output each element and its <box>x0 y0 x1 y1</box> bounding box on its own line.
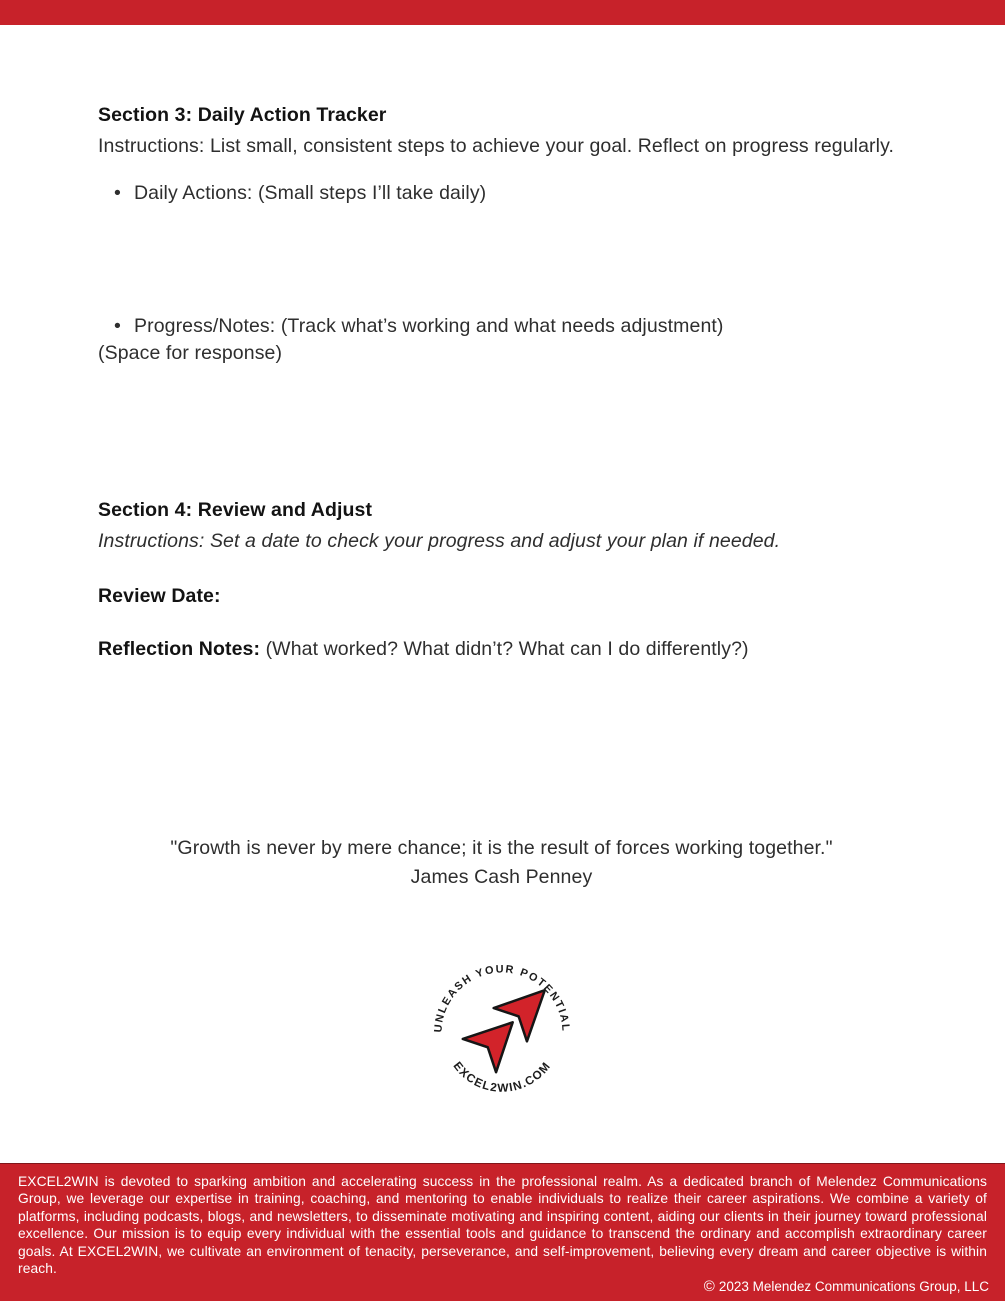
reflection-notes-hint: (What worked? What didn’t? What can I do differently?) <box>265 638 749 660</box>
reflection-notes-label: Reflection Notes: <box>98 638 261 660</box>
section3-instructions: Instructions: List small, consistent steps to achieve your goal. Reflect on progress regularly. <box>98 135 895 157</box>
review-date-label: Review Date: <box>98 585 221 607</box>
brand-logo <box>98 949 905 1122</box>
svg-text:EXCEL2WIN.COM <box>450 1059 553 1095</box>
footer <box>0 1163 1005 1301</box>
quote-author: James Cash Penney <box>410 866 593 888</box>
footer-about-text: EXCEL2WIN is devoted to sparking ambition and accelerating success in the professional realm. As a dedicated branch of Melendez Communications Group, we leverage our expertise in training, coaching, and mentoring to enable individuals to realize their career aspirations. We combine a variety of platforms, including podcasts, blogs, and newsletters, to disseminate motivating and inspiring content, aiding our clients in their journey toward professional excellence. Our mission is to equip every individual with the essential tools and guidance to transcend the ordinary and accomplish extraordinary career goals. At EXCEL2WIN, we cultivate an environment of tenacity, perseverance, and self-improvement, believing every dream and career objective is within reach. <box>18 1174 987 1277</box>
bullet-icon: • <box>114 182 121 204</box>
bullet-daily-actions-text: Daily Actions: (Small steps I’ll take daily) <box>134 182 487 204</box>
top-accent-bar <box>0 0 1005 25</box>
excel2win-logo-icon <box>418 949 586 1117</box>
footer-copyright <box>704 1278 989 1295</box>
bullet-progress-notes <box>114 313 905 340</box>
bullet-daily-actions <box>114 180 905 207</box>
svg-text:UNLEASH YOUR POTENTIAL <box>432 963 571 1032</box>
space-for-response-note: (Space for response) <box>98 342 283 364</box>
quote-text: "Growth is never by mere chance; it is the result of forces working together." <box>170 837 833 859</box>
logo-arc-top-text: UNLEASH YOUR POTENTIAL <box>431 963 572 1033</box>
section4-instructions: Instructions: Set a date to check your progress and adjust your plan if needed. <box>98 530 781 552</box>
section3-title: Section 3: Daily Action Tracker <box>98 104 387 126</box>
copyright-icon: © <box>703 1278 715 1295</box>
bullet-progress-notes-text: Progress/Notes: (Track what’s working and what needs adjustment) <box>134 315 724 337</box>
reflection-notes-line <box>98 636 905 663</box>
bullet-icon: • <box>114 315 121 337</box>
logo-arc-bottom-text: EXCEL2WIN.COM <box>449 1059 554 1095</box>
section4-title: Section 4: Review and Adjust <box>98 499 373 521</box>
copyright-text: 2023 Melendez Communications Group, LLC <box>718 1279 989 1294</box>
document-content <box>0 25 1005 1122</box>
